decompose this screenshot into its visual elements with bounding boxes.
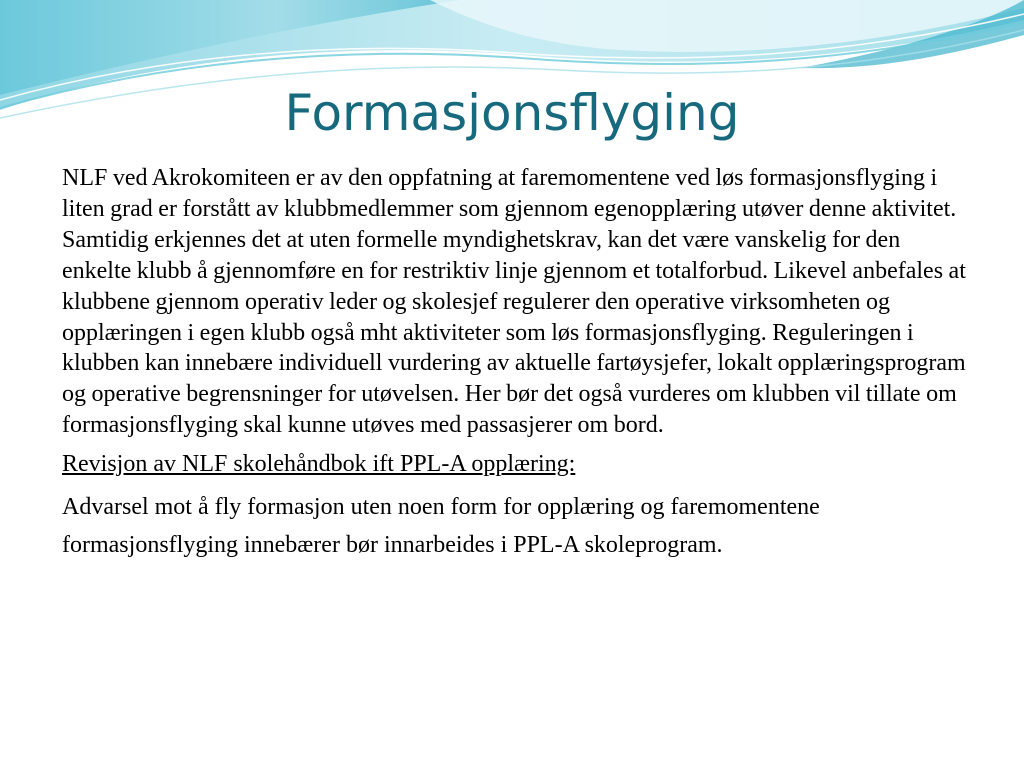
slide-body [62,163,967,564]
revision-heading: Revisjon av NLF skolehåndbok ift PPL-A opplæring: [62,451,576,478]
warning-paragraph: Advarsel mot å fly formasjon uten noen form for opplæring og faremomentene formasjonsflyging innebærer bør innarbeides i PPL-A skoleprogram. [62,494,820,559]
slide-title: Formasjonsflyging [284,84,740,142]
body-paragraph: NLF ved Akrokomiteen er av den oppfatning at faremomentene ved løs formasjonsflyging i liten grad er forstått av klubbmedlemmer som gjennom egenopplæring utøver denne aktivitet. Samtidig erkjennes det at uten formelle myndighetskrav, kan det være vanskelig for den enkelte klubb å gjennomføre en for restriktiv linje gjennom et totalforbud. Likevel anbefales at klubbene gjennom operativ leder og skolesjef regulerer den operative virksomheten og opplæringen i egen klubb også mht aktiviteter som løs formasjonsflyging. Reguleringen i klubben kan innebære individuell vurdering av aktuelle fartøysjefer, lokalt opplæringsprogram og operative begrensninger for utøvelsen. Her bør det også vurderes om klubben vil tillate om formasjonsflyging skal kunne utøves med passasjerer om bord. [62,165,966,439]
